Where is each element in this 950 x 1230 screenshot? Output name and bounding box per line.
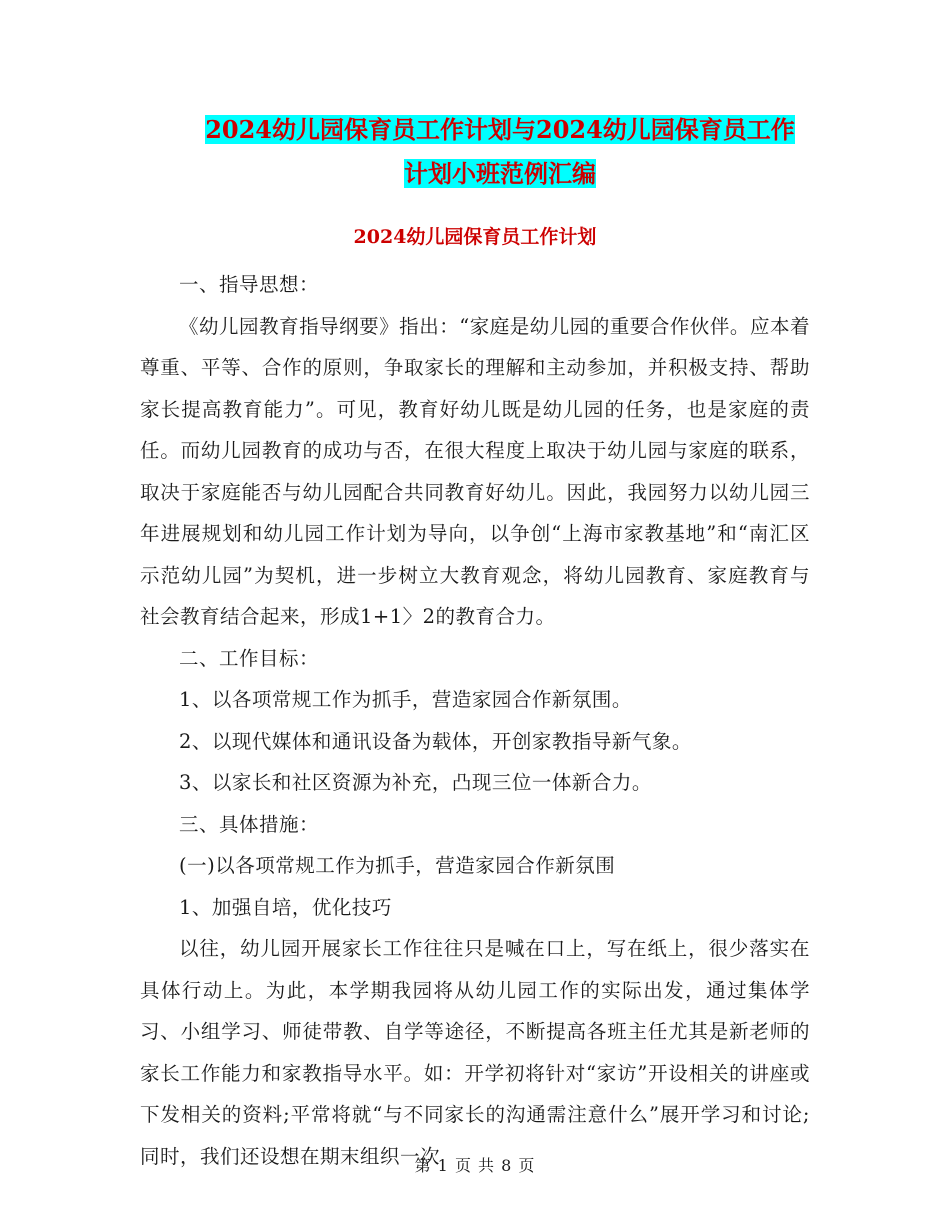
title-line-2: 计划小班范例汇编 xyxy=(404,159,596,188)
title-line-1: 2024幼儿园保育员工作计划与2024幼儿园保育员工作 xyxy=(205,115,795,144)
goal-item-2: 2、以现代媒体和通讯设备为载体，开创家教指导新气象。 xyxy=(179,729,692,753)
paragraph-self-training: 以往，幼儿园开展家长工作往往只是喊在口上，写在纸上，很少落实在具体行动上。为此，本学期我园将从幼儿园工作的实际出发，通过集体学习、小组学习、师徒带教、自学等途径，不断提高各班主任尤其是新老师的家长工作能力和家教指导水平。如：开学初将针对“家访”开设相关的讲座或下发相关的资料;平常将就“与不同家长的沟通需注意什么”展开学习和讨论;同时，我们还设想在期末组织一次 xyxy=(140,937,810,1168)
heading-specific-measures: 三、具体措施： xyxy=(179,812,320,836)
document-title xyxy=(140,108,860,196)
heading-guiding-ideology: 一、指导思想： xyxy=(179,273,320,296)
paragraph-guideline: 《幼儿园教育指导纲要》指出：“家庭是幼儿园的重要合作伙伴。应本着尊重、平等、合作的原则，争取家长的理解和主动参加，并积极支持、帮助家长提高教育能力”。可见，教育好幼儿既是幼儿园的任务，也是家庭的责任。而幼儿园教育的成功与否，在很大程度上取决于幼儿园与家庭的联系，取决于家庭能否与幼儿园配合共同教育好幼儿。因此，我园努力以幼儿园三年进展规划和幼儿园工作计划为导向，以争创“上海市家教基地”和“南汇区示范幼儿园”为契机，进一步树立大教育观念，将幼儿园教育、家庭教育与社会教育结合起来，形成1+1〉2的教育合力。 xyxy=(140,314,810,628)
subheading-self-training: 1、加强自培，优化技巧 xyxy=(179,895,392,919)
goal-item-3: 3、以家长和社区资源为补充，凸现三位一体新合力。 xyxy=(179,771,652,794)
document-body xyxy=(140,264,810,1177)
section-title: 2024幼儿园保育员工作计划 xyxy=(353,226,597,248)
subheading-routine-work: (一)以各项常规工作为抓手，营造家园合作新氛围 xyxy=(179,854,616,877)
page-footer: 第 1 页 共 8 页 xyxy=(414,1156,536,1175)
heading-work-goals: 二、工作目标： xyxy=(179,646,320,670)
goal-item-1: 1、以各项常规工作为抓手，营造家园合作新氛围。 xyxy=(179,688,632,711)
